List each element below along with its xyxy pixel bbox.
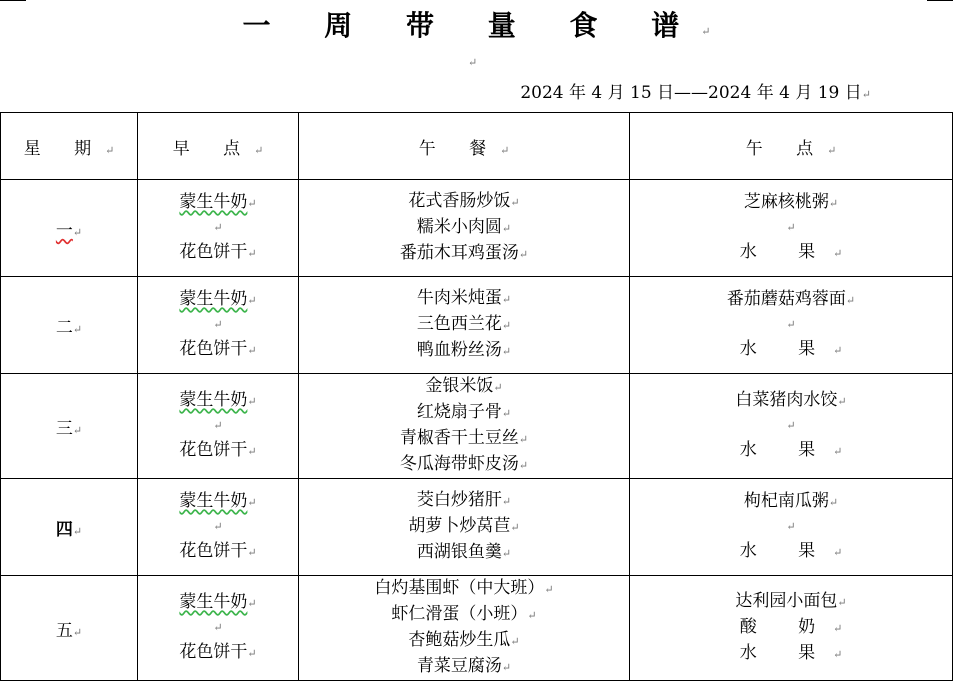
breakfast-cell: 蒙生牛奶↵ ↵ 花色饼干↵	[138, 374, 299, 479]
snack-cell: 白菜猪肉水饺↵ ↵ 水 果↵	[630, 374, 953, 479]
page-corner-mark-right	[927, 0, 953, 1]
page-corner-mark-left	[0, 0, 26, 1]
table-row	[1, 576, 953, 681]
snack-cell: 芝麻核桃粥↵ ↵ 水 果↵	[630, 180, 953, 277]
lunch-cell: 白灼基围虾（中大班）↵ 虾仁滑蛋（小班）↵ 杏鲍菇炒生瓜↵ 青菜豆腐汤↵	[299, 576, 630, 681]
page-title: 一 周 带 量 食 谱↵	[242, 9, 711, 42]
breakfast-cell: 蒙生牛奶↵ ↵ 花色饼干↵	[138, 576, 299, 681]
lunch-cell: 花式香肠炒饭↵ 糯米小肉圆↵ 番茄木耳鸡蛋汤↵	[299, 180, 630, 277]
breakfast-cell: 蒙生牛奶↵ ↵ 花色饼干↵	[138, 180, 299, 277]
lunch-cell: 茭白炒猪肝↵ 胡萝卜炒莴苣↵ 西湖银鱼羹↵	[299, 479, 630, 576]
snack-cell: 达利园小面包↵ 酸 奶↵ 水 果↵	[630, 576, 953, 681]
day-cell: 二↵	[1, 277, 138, 374]
header-day: 星 期↵	[1, 113, 138, 180]
breakfast-cell: 蒙生牛奶↵ ↵ 花色饼干↵	[138, 479, 299, 576]
empty-paragraph-mark: ↵	[468, 56, 478, 69]
table-row	[1, 374, 953, 479]
snack-cell: 番茄蘑菇鸡蓉面↵ ↵ 水 果↵	[630, 277, 953, 374]
day-cell: 五↵	[1, 576, 138, 681]
table-row	[1, 277, 953, 374]
table-row	[1, 479, 953, 576]
day-cell: 一↵	[1, 180, 138, 277]
lunch-cell: 牛肉米炖蛋↵ 三色西兰花↵ 鸭血粉丝汤↵	[299, 277, 630, 374]
day-cell: 四↵	[1, 479, 138, 576]
day-cell: 三↵	[1, 374, 138, 479]
lunch-cell: 金银米饭↵ 红烧扇子骨↵ 青椒香干土豆丝↵ 冬瓜海带虾皮汤↵	[299, 374, 630, 479]
header-breakfast: 早 点↵	[138, 113, 299, 180]
breakfast-cell: 蒙生牛奶↵ ↵ 花色饼干↵	[138, 277, 299, 374]
header-snack: 午 点↵	[630, 113, 953, 180]
header-lunch: 午 餐↵	[299, 113, 630, 180]
date-range: 2024 年 4 月 15 日——2024 年 4 月 19 日↵	[520, 83, 871, 103]
snack-cell: 枸杞南瓜粥↵ ↵ 水 果↵	[630, 479, 953, 576]
table-row	[1, 180, 953, 277]
menu-table	[0, 112, 953, 681]
header-row	[1, 113, 953, 180]
